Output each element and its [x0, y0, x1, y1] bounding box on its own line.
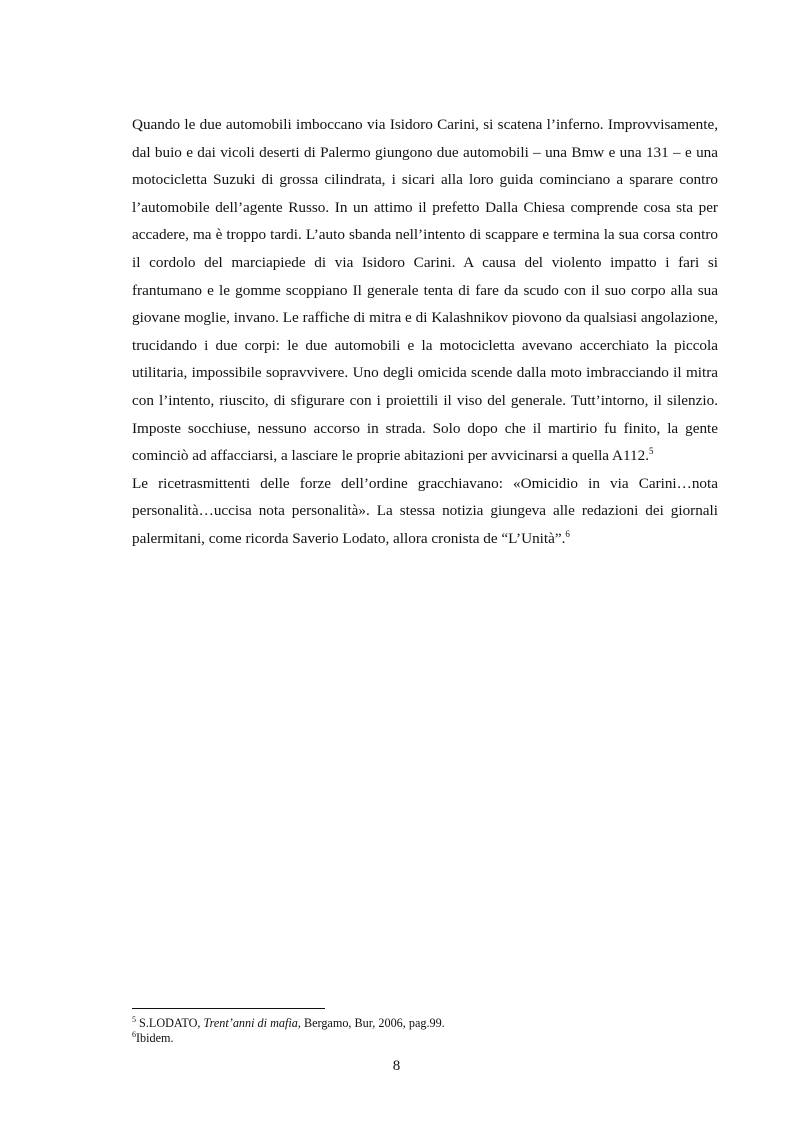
footnotes: [132, 1016, 718, 1046]
footnote-ref-6: 6: [565, 528, 570, 539]
main-text: [132, 111, 718, 553]
footnote-5-after: Bergamo, Bur, 2006, pag.99.: [300, 1016, 445, 1030]
page-number: 8: [392, 1058, 401, 1074]
footnote-5: [132, 1016, 718, 1031]
paragraph-1: [132, 111, 718, 470]
footnote-ref-5: 5: [649, 446, 654, 457]
paragraph-1-text: Quando le due automobili imboccano via Isidoro Carini, si scatena l’inferno. Improvvisamente, dal buio e dai vicoli deserti di Palermo giungono due automobili – una Bmw e una 131 – e una motocicletta Suzuki di grossa cilindrata, i sicari alla loro guida cominciano a sparare contro l’automobile dell’agente Russo. In un attimo il prefetto Dalla Chiesa comprende cosa sta per accadere, ma è troppo tardi. L’auto sbanda nell’intento di scappare e termina la sua corsa contro il cordolo del marciapiede di via Isidoro Carini. A causa del violento impatto i fari si frantumano e le gomme scoppiano Il generale tenta di fare da scudo con il suo corpo alla sua giovane moglie, invano. Le raffiche di mitra e di Kalashnikov piovono da qualsiasi angolazione, trucidando i due corpi: le due automobili e la motocicletta avevano accerchiato la piccola utilitaria, impossibile sopravvivere. Uno degli omicida scende dalla moto imbracciando il mitra con l’intento, riuscito, di sfigurare con i proiettili il viso del generale. Tutt’intorno, il silenzio. Imposte socchiuse, nessuno accorso in strada. Solo dopo che il martirio fu finito, la gente cominciò ad affacciarsi, a lasciare le proprie abitazioni per avvicinarsi a quella A112.: [132, 116, 718, 465]
footnote-6: [132, 1031, 718, 1046]
paragraph-2-text: Le ricetrasmittenti delle forze dell’ordine gracchiavano: «Omicidio in via Carini…nota personalità…uccisa nota personalità». La stessa notizia giungeva alle redazioni dei giornali palermitani, come ricorda Saverio Lodato, allora cronista de “L’Unità”.: [132, 474, 718, 547]
footnote-5-before: S.LODATO,: [136, 1016, 204, 1030]
footnote-6-number: 6: [132, 1029, 136, 1039]
paragraph-2: [132, 470, 718, 553]
footnote-separator: [132, 1008, 325, 1009]
footnote-5-number: 5: [132, 1014, 136, 1024]
footnote-6-before: Ibidem.: [136, 1031, 174, 1045]
footnote-5-title: Trent’anni di mafia,: [203, 1016, 301, 1030]
